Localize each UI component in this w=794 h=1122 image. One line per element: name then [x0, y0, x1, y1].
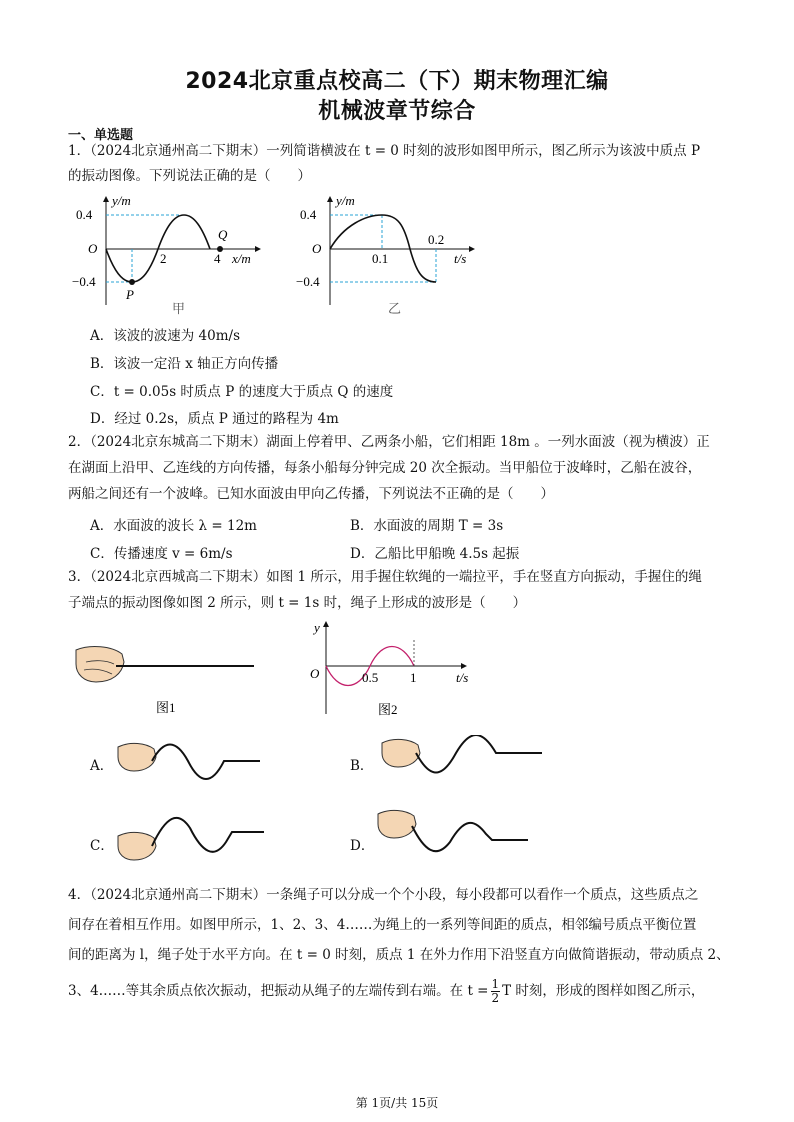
jia-x-tick-2: 2	[160, 251, 167, 266]
page-title: 2024北京重点校高二（下）期末物理汇编	[185, 69, 609, 94]
fig2-origin: O	[310, 666, 320, 681]
hand-icon	[118, 743, 156, 771]
q2-option-c[interactable]: C．传播速度 v = 6m/s	[90, 546, 233, 562]
q3-option-b-label[interactable]: B．	[350, 758, 374, 774]
hand-icon	[76, 647, 124, 682]
q1-option-d[interactable]: D．经过 0.2s，质点 P 通过的路程为 4m	[90, 411, 339, 427]
q3-fig2-caption: 图2	[378, 702, 398, 717]
yi-y-top: 0.4	[300, 207, 317, 222]
q3-figure-2	[306, 618, 486, 720]
q3-option-c-label[interactable]: C．	[90, 838, 114, 854]
q2-line2: 在湖面上沿甲、乙连线的方向传播，每条小船每分钟完成 20 次全振动。当甲船位于波峰时，乙船在波谷，	[68, 460, 702, 476]
q1-figure-yi	[296, 193, 486, 318]
jia-y-bottom: −0.4	[72, 274, 96, 289]
option-c-wave	[152, 818, 264, 852]
q3-option-d-label[interactable]: D．	[350, 838, 375, 854]
q3-option-c-figure[interactable]	[114, 808, 274, 870]
q3-option-b-figure[interactable]	[378, 735, 548, 795]
point-q-label: Q	[218, 227, 228, 242]
q3-figure-1	[72, 640, 262, 720]
option-d-wave	[412, 823, 528, 851]
fig2-tick-half: 0.5	[362, 670, 379, 685]
point-p-label: P	[126, 287, 134, 302]
q4-line2: 间存在着相互作用。如图甲所示，1、2、3、4……为绳上的一系列等间距的质点，相邻编号质点平衡位置	[68, 917, 697, 933]
point-p-dot	[129, 279, 135, 285]
jia-y-top: 0.4	[76, 207, 93, 222]
yi-caption: 乙	[388, 301, 402, 316]
fraction-denominator: 2	[491, 991, 500, 1005]
q2-option-a[interactable]: A．水面波的波长 λ = 12m	[90, 518, 257, 534]
q1-figure-jia	[72, 193, 272, 318]
jia-x-label: x/m	[232, 251, 251, 266]
fig2-y-label: y	[314, 620, 320, 635]
yi-origin: O	[312, 241, 322, 256]
hand-icon	[382, 739, 420, 767]
yi-y-label: y/m	[336, 193, 355, 208]
q4-line4	[68, 978, 704, 1005]
q4-line1: 4．（2024北京通州高二下期末）一条绳子可以分成一个个小段，每小段都可以看作一个质点，这些质点之	[68, 887, 699, 903]
q3-line2: 子端点的振动图像如图 2 所示，则 t = 1s 时，绳子上形成的波形是（ ）	[68, 595, 527, 611]
option-b-wave	[416, 735, 542, 773]
q3-option-a-label[interactable]: A．	[90, 758, 114, 774]
q3-fig1-caption: 图1	[156, 700, 176, 715]
q2-line3: 两船之间还有一个波峰。已知水面波由甲向乙传播，下列说法不正确的是（ ）	[68, 486, 554, 502]
page-footer: 第 1页/共 15页	[355, 1096, 439, 1110]
fraction-numerator: 1	[491, 977, 500, 991]
fig2-tick-one: 1	[410, 670, 417, 685]
q4-line4-pre: 3、4……等其余质点依次振动，把振动从绳子的左端传到右端。在 t =	[68, 983, 489, 999]
q3-option-d-figure[interactable]	[374, 808, 534, 870]
hand-icon	[378, 810, 416, 838]
jia-origin: O	[88, 241, 98, 256]
yi-x-label: t/s	[454, 251, 467, 266]
hand-icon	[118, 832, 156, 860]
section-heading: 一、单选题	[68, 128, 134, 143]
yi-y-bottom: −0.4	[296, 274, 320, 289]
half-fraction	[491, 978, 501, 1005]
q2-option-d[interactable]: D．乙船比甲船晚 4.5s 起振	[350, 546, 520, 562]
jia-x-tick-4: 4	[214, 251, 221, 266]
q2-line1: 2．（2024北京东城高二下期末）湖面上停着甲、乙两条小船，它们相距 18m 。一列水面波（视为横波）正	[68, 434, 710, 450]
q1-line2: 的振动图像。下列说法正确的是（ ）	[68, 168, 311, 184]
q1-option-a[interactable]: A．该波的波速为 40m/s	[90, 328, 240, 344]
fig2-x-label: t/s	[456, 670, 469, 685]
jia-caption: 甲	[172, 301, 186, 316]
q4-line3: 间的距离为 l，绳子处于水平方向。在 t = 0 时刻，质点 1 在外力作用下沿竖直方向做简谐振动，带动质点 2、	[68, 947, 730, 963]
jia-y-label: y/m	[112, 193, 131, 208]
q3-line1: 3．（2024北京西城高二下期末）如图 1 所示，用手握住软绳的一端拉平，手在竖直方向振动，手握住的绳	[68, 569, 702, 585]
yi-t-tick-2: 0.2	[428, 232, 445, 247]
yi-t-tick-1: 0.1	[372, 251, 389, 266]
q1-option-c[interactable]: C．t = 0.05s 时质点 P 的速度大于质点 Q 的速度	[90, 384, 394, 400]
q1-option-b[interactable]: B．该波一定沿 x 轴正方向传播	[90, 356, 279, 372]
option-a-wave	[152, 745, 260, 780]
q1-line1: 1．（2024北京通州高二下期末）一列简谐横波在 t = 0 时刻的波形如图甲所示，图乙所示为该波中质点 P	[68, 143, 701, 159]
page-subtitle: 机械波章节综合	[318, 99, 476, 124]
q4-line4-post: T 时刻，形成的图样如图乙所示，	[502, 983, 705, 999]
q3-option-a-figure[interactable]	[114, 735, 264, 795]
q2-option-b[interactable]: B．水面波的周期 T = 3s	[350, 518, 504, 534]
